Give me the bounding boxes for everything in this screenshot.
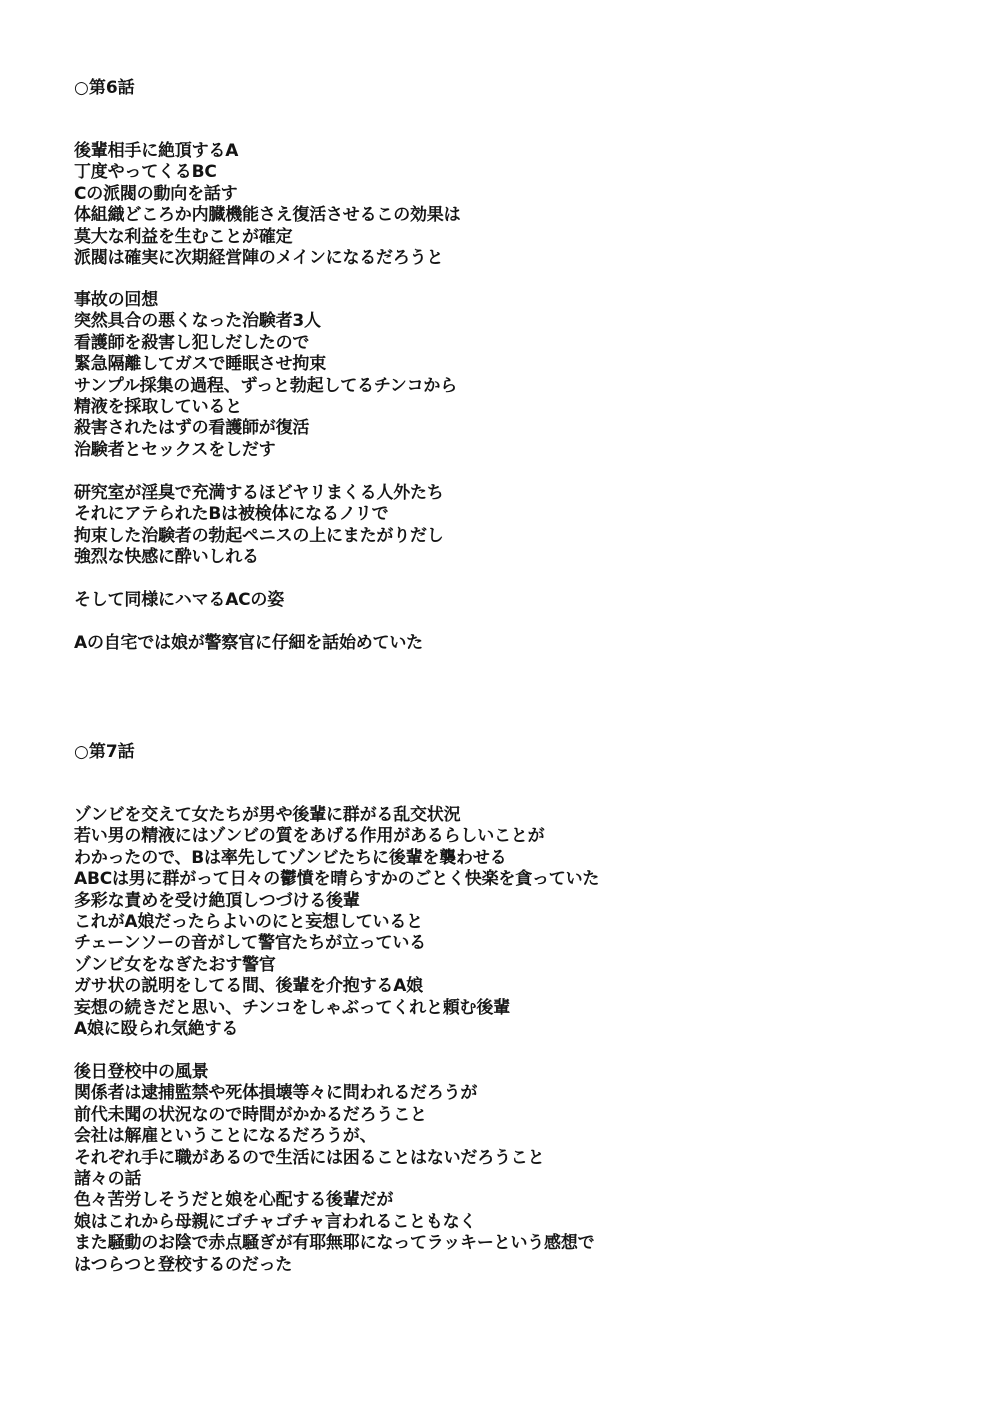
- text-line: 研究室が淫臭で充満するほどヤリまくる人外たち: [74, 483, 444, 503]
- text-line: ゾンビ女をなぎたおす警官: [74, 954, 276, 975]
- episode-6-paragraph-4: [74, 590, 974, 611]
- text-line: サンプル採集の過程、ずっと勃起してるチンコから: [74, 375, 457, 396]
- text-line: 後輩相手に絶頂するA: [74, 141, 239, 161]
- text-line: A娘に殴られ気絶する: [74, 1018, 239, 1039]
- text-line: 精液を採取していると: [74, 396, 242, 417]
- text-line: ゾンビを交えて女たちが男や後輩に群がる乱交状況: [74, 805, 461, 825]
- text-line: わかったので、Bは率先してゾンビたちに後輩を襲わせる: [74, 847, 507, 868]
- text-line: Cの派閥の動向を話す: [74, 183, 238, 204]
- episode-6-heading: ○第6話: [74, 78, 135, 98]
- text-line: これがA娘だったらよいのにと妄想していると: [74, 911, 423, 932]
- text-line: そして同様にハマるACの姿: [74, 590, 285, 610]
- document-page: [74, 0, 974, 1418]
- text-line: 多彩な責めを受け絶頂しつづける後輩: [74, 890, 360, 911]
- text-line: Aの自宅では娘が警察官に仔細を話始めていた: [74, 633, 423, 653]
- text-line: ABCは男に群がって日々の鬱憤を晴らすかのごとく快楽を貪っていた: [74, 869, 600, 890]
- text-line: はつらつと登校するのだった: [74, 1254, 293, 1275]
- text-line: チェーンソーの音がして警官たちが立っている: [74, 933, 426, 954]
- text-line: 突然具合の悪くなった治験者3人: [74, 311, 321, 332]
- episode-7-paragraph-2: [74, 1062, 974, 1276]
- episode-6-paragraph-2: [74, 290, 974, 461]
- text-line: 色々苦労しそうだと娘を心配する後輩だが: [74, 1190, 394, 1211]
- episode-7-paragraph-1: [74, 805, 974, 1040]
- text-line: 殺害されたはずの看護師が復活: [74, 418, 310, 439]
- text-line: ガサ状の説明をしてる間、後輩を介抱するA娘: [74, 976, 423, 997]
- text-line: 莫大な利益を生むことが確定: [74, 226, 293, 247]
- text-line: 会社は解雇ということになるだろうが、: [74, 1126, 377, 1147]
- text-line: また騒動のお陰で赤点騒ぎが有耶無耶になってラッキーという感想で: [74, 1233, 595, 1254]
- episode-7-heading: ○第7話: [74, 742, 135, 762]
- text-line: 後日登校中の風景: [74, 1062, 209, 1082]
- text-line: それにアテられたBは被検体になるノリで: [74, 504, 389, 525]
- text-line: 治験者とセックスをしだす: [74, 439, 276, 460]
- text-line: 看護師を殺害し犯しだしたので: [74, 332, 310, 353]
- text-line: 丁度やってくるBC: [74, 162, 217, 183]
- text-line: 緊急隔離してガスで睡眠させ拘束: [74, 354, 326, 375]
- episode-6-paragraph-3: [74, 483, 974, 569]
- text-line: 拘束した治験者の勃起ペニスの上にまたがりだし: [74, 525, 444, 546]
- text-line: それぞれ手に職があるので生活には困ることはないだろうこと: [74, 1147, 545, 1168]
- text-line: 派閥は確実に次期経営陣のメインになるだろうと: [74, 247, 444, 268]
- text-line: 関係者は逮捕監禁や死体損壊等々に問われるだろうが: [74, 1083, 478, 1104]
- episode-6-paragraph-5: [74, 633, 974, 654]
- text-line: 前代未聞の状況なので時間がかかるだろうこと: [74, 1104, 427, 1125]
- episode-6-paragraph-1: [74, 141, 974, 269]
- text-line: 娘はこれから母親にゴチャゴチャ言われることもなく: [74, 1211, 477, 1232]
- text-line: 諸々の話: [74, 1168, 142, 1189]
- text-line: 事故の回想: [74, 290, 158, 310]
- text-line: 妄想の続きだと思い、チンコをしゃぶってくれと頼む後輩: [74, 997, 510, 1018]
- text-line: 若い男の精液にはゾンビの質をあげる作用があるらしいことが: [74, 826, 545, 847]
- text-line: 体組織どころか内臓機能さえ復活させるこの効果は: [74, 205, 461, 226]
- text-line: 強烈な快感に酔いしれる: [74, 547, 259, 568]
